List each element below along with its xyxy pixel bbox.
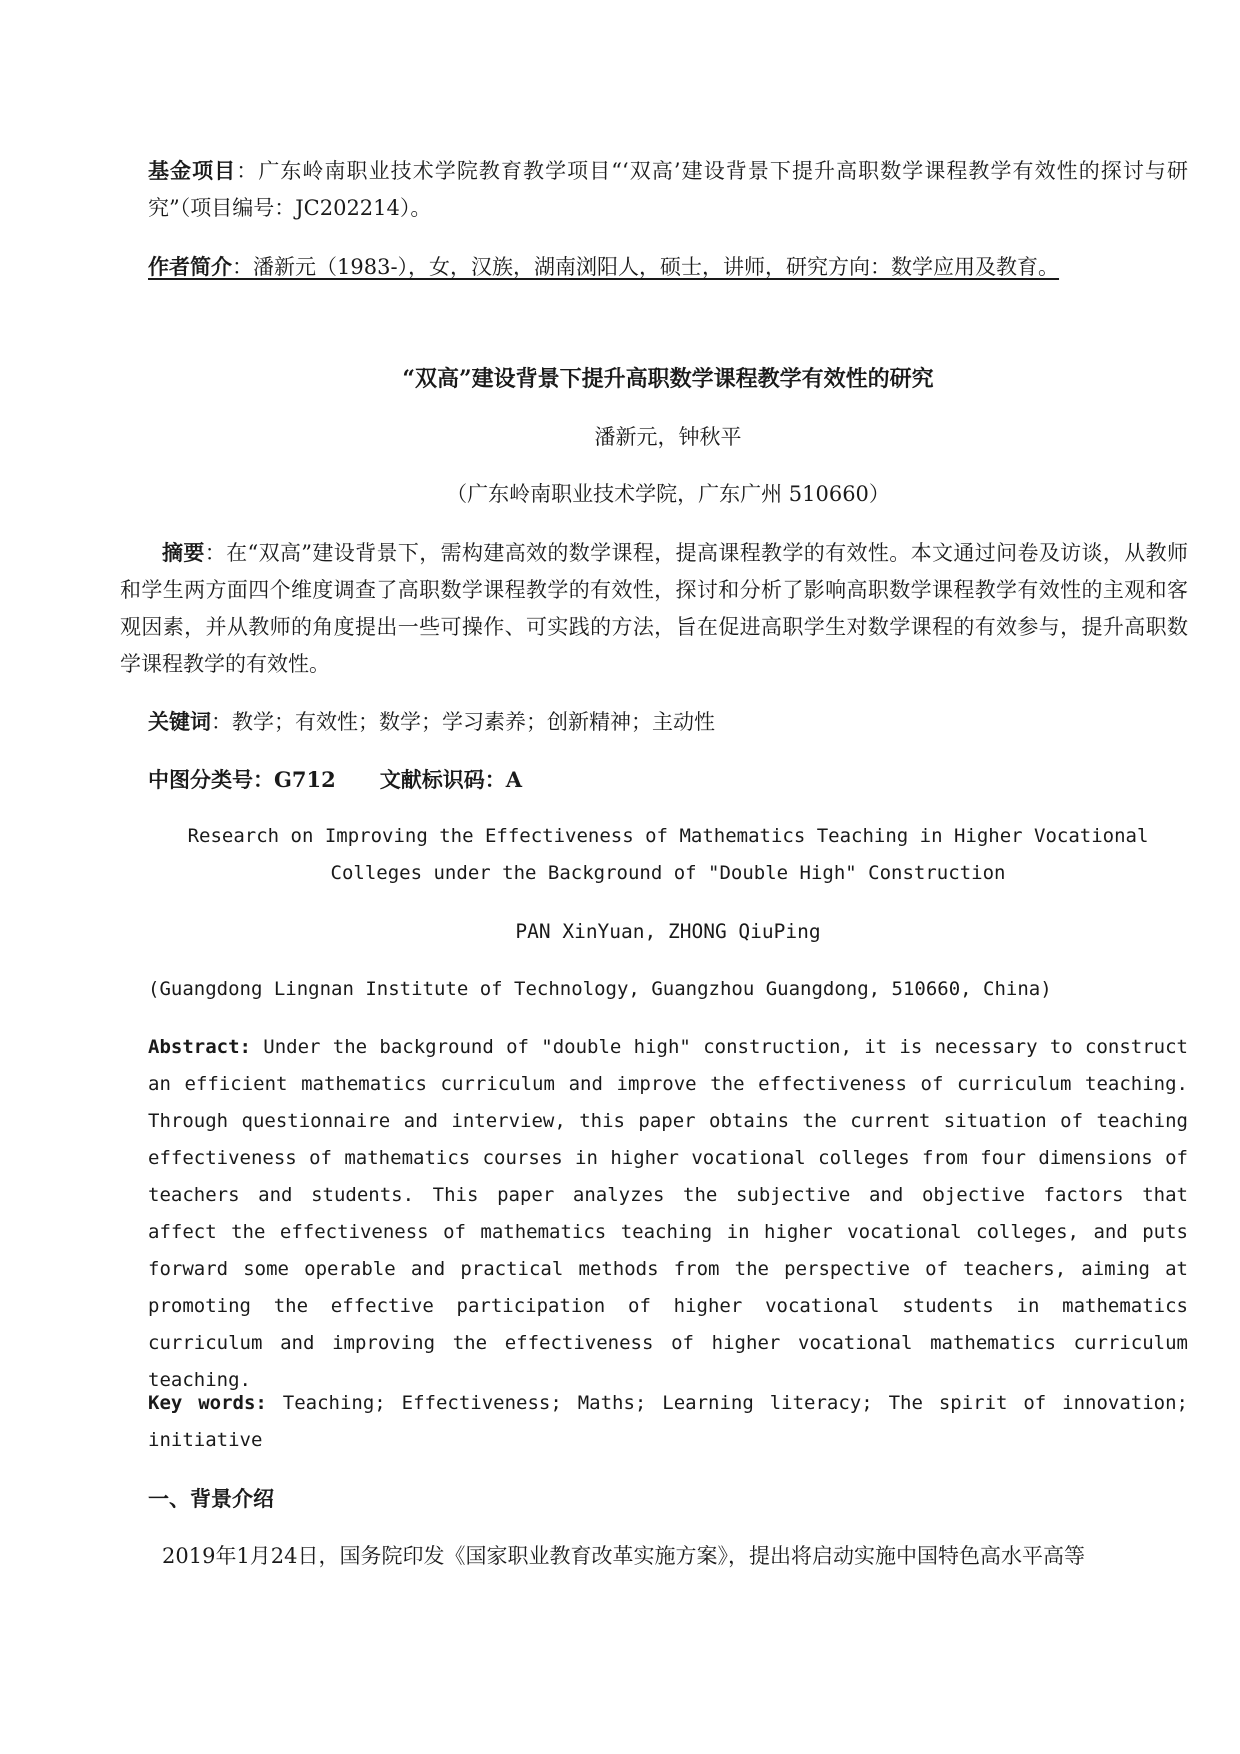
en-abstract bbox=[148, 1029, 1188, 1399]
author-note-label: 作者简介 bbox=[148, 254, 232, 279]
cn-keywords bbox=[148, 703, 1188, 741]
cn-affiliation: （广东岭南职业技术学院，广东广州 510660） bbox=[446, 482, 890, 506]
fund-text: 广东岭南职业技术学院教育教学项目“‘双高’建设背景下提升高职数学课程教学有效性的探讨与研究”（项目编号：JC202214）。 bbox=[148, 159, 1188, 220]
classification bbox=[148, 761, 1188, 798]
en-keywords-label: Key words: bbox=[148, 1392, 267, 1414]
clc-number: 中图分类号：G712 bbox=[148, 767, 336, 792]
section-paragraph: 2019年1月24日，国务院印发《国家职业教育改革实施方案》，提出将启动实施中国特色高水平高等 bbox=[162, 1544, 1086, 1568]
en-title-line-1: Research on Improving the Effectiveness of Mathematics Teaching in Higher Vocational bbox=[187, 825, 1149, 847]
cn-abstract bbox=[120, 534, 1188, 683]
cn-keywords-sep: ： bbox=[211, 710, 232, 734]
cn-abstract-text: 在“双高”建设背景下，需构建高效的数学课程，提高课程教学的有效性。本文通过问卷及访谈，从教师和学生两方面四个维度调查了高职数学课程教学的有效性，探讨和分析了影响高职数学课程教学有效性的主观和客观因素，并从教师的角度提出一些可操作、可实践的方法，旨在促进高职学生对数学课程的有效参与，提升高职数学课程教学的有效性。 bbox=[120, 541, 1189, 676]
en-keywords bbox=[148, 1385, 1188, 1459]
cn-authors: 潘新元，钟秋平 bbox=[594, 425, 742, 449]
cn-abstract-label: 摘要 bbox=[162, 540, 205, 565]
cn-title: “双高”建设背景下提升高职数学课程教学有效性的研究 bbox=[402, 366, 934, 392]
en-affiliation: (Guangdong Lingnan Institute of Technology, Guangzhou Guangdong, 510660, China) bbox=[148, 978, 1052, 1000]
fund-label: 基金项目 bbox=[148, 158, 237, 183]
author-note bbox=[148, 248, 1188, 286]
fund-note bbox=[148, 152, 1188, 227]
author-note-text: 潘新元（1983-），女，汉族，湖南浏阳人，硕士，讲师，研究方向：数学应用及教育。 bbox=[253, 255, 1060, 279]
en-authors: PAN XinYuan, ZHONG QiuPing bbox=[515, 920, 821, 943]
en-title-line-2: Colleges under the Background of "Double High" Construction bbox=[330, 862, 1006, 884]
cn-keywords-text: 教学；有效性；数学；学习素养；创新精神；主动性 bbox=[232, 710, 715, 734]
doc-code: 文献标识码：A bbox=[379, 767, 523, 792]
en-abstract-label: Abstract: bbox=[148, 1036, 251, 1058]
section-heading: 一、背景介绍 bbox=[148, 1486, 274, 1511]
cn-abstract-sep: ： bbox=[204, 541, 227, 565]
author-note-sep: ： bbox=[232, 255, 253, 279]
en-keywords-text: Teaching; Effectiveness; Maths; Learning literacy; The spirit of innovation; initiative bbox=[148, 1392, 1188, 1451]
cn-keywords-label: 关键词 bbox=[148, 709, 211, 734]
en-title bbox=[148, 818, 1188, 892]
fund-sep: ： bbox=[236, 159, 259, 183]
en-abstract-text: Under the background of "double high" construction, it is necessary to construct an efficient mathematics curriculum and improve the effectiveness of curriculum teaching. Through questionnaire and interview, this paper obtains the current situation of teaching effectiveness of mathematics courses in higher vocational colleges from four dimensions of teachers and students. This paper analyzes the subjective and objective factors that affect the effectiveness of mathematics teaching in higher vocational colleges, and puts forward some operable and practical methods from the perspective of teachers, aiming at promoting the effective participation of higher vocational students in mathematics curriculum and improving the effectiveness of higher vocational mathematics curriculum teaching. bbox=[148, 1036, 1188, 1391]
